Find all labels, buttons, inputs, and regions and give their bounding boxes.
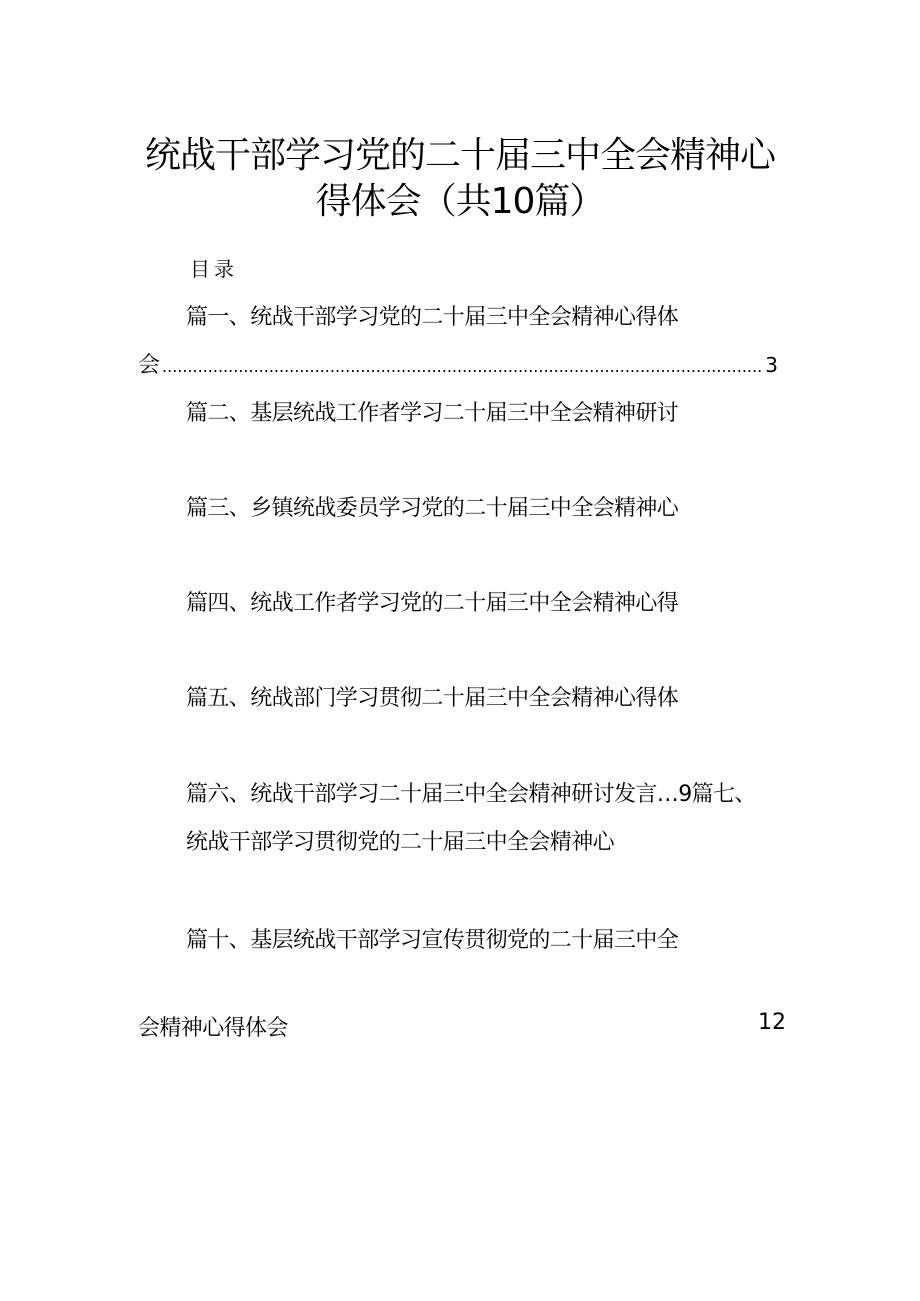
toc-leader-dots bbox=[162, 352, 763, 382]
toc-entry-1-line-2: 会 bbox=[138, 353, 161, 378]
document-title-line-1: 统战干部学习党的二十届三中全会精神心 bbox=[144, 135, 775, 176]
toc-entry-4[interactable]: 篇四、统战工作者学习党的二十届三中全会精神心得 bbox=[186, 591, 679, 616]
toc-entry-5[interactable]: 篇五、统战部门学习贯彻二十届三中全会精神心得体 bbox=[186, 686, 679, 711]
toc-entry-10-line-2[interactable]: 会精神心得体会 bbox=[138, 1016, 288, 1041]
toc-entry-1-line-1[interactable]: 篇一、统战干部学习党的二十届三中全会精神心得体 bbox=[186, 305, 679, 330]
toc-entry-2[interactable]: 篇二、基层统战工作者学习二十届三中全会精神研讨 bbox=[186, 401, 679, 426]
toc-entry-10-page-number: 12 bbox=[758, 1010, 786, 1035]
toc-entry-3[interactable]: 篇三、乡镇统战委员学习党的二十届三中全会精神心 bbox=[186, 496, 679, 521]
toc-entry-1-page-number: 3 bbox=[765, 353, 778, 377]
document-title-line-2: 得体会（共10篇） bbox=[315, 181, 605, 222]
toc-entry-7-line-2[interactable]: 统战干部学习贯彻党的二十届三中全会精神心 bbox=[186, 830, 615, 855]
toc-entry-10-line-1[interactable]: 篇十、基层统战干部学习宣传贯彻党的二十届三中全 bbox=[186, 928, 679, 953]
toc-heading: 目录 bbox=[190, 257, 238, 281]
toc-entry-1-leader-row[interactable] bbox=[138, 350, 778, 380]
toc-entry-6-line-1[interactable]: 篇六、统战干部学习二十届三中全会精神研讨发言…9篇七、 bbox=[186, 782, 756, 807]
